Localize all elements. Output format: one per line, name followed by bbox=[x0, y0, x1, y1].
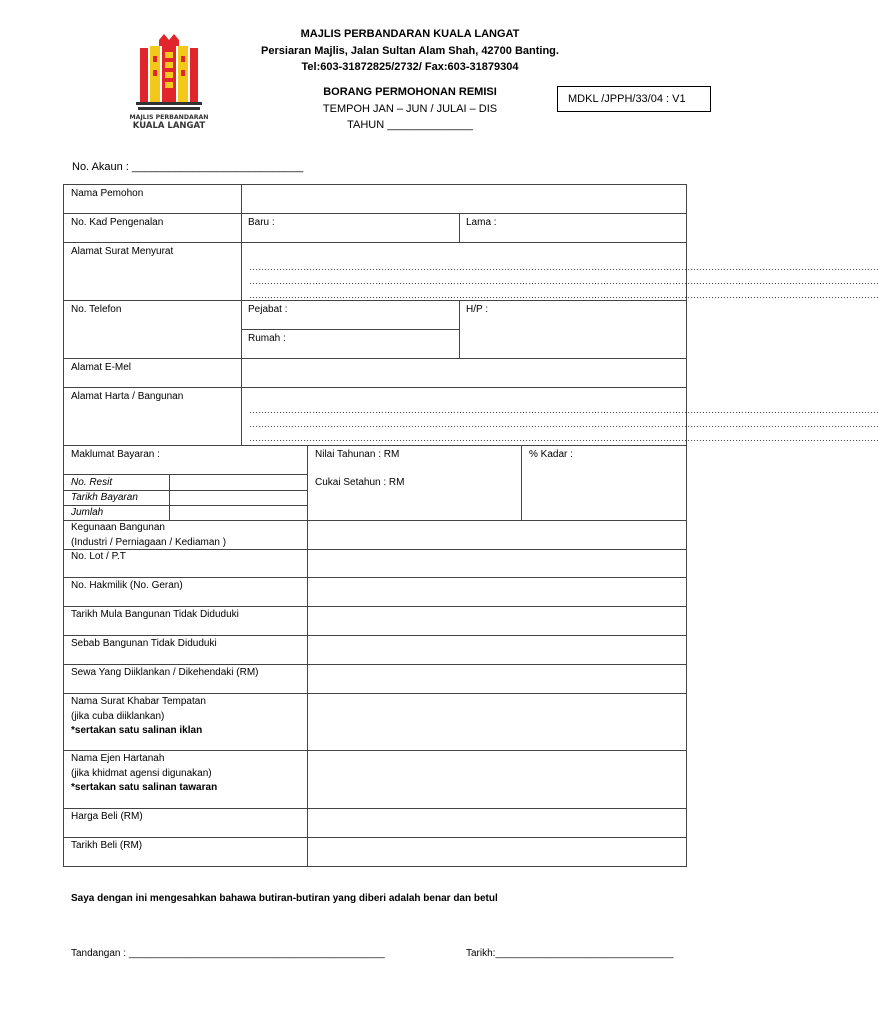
telefon-label: No. Telefon bbox=[71, 304, 122, 315]
nilai-tahunan-label: Nilai Tahunan : RM bbox=[315, 449, 400, 460]
tarikh-bayaran-input[interactable] bbox=[169, 490, 308, 506]
ejen-attach-note: *sertakan satu salinan tawaran bbox=[71, 782, 218, 793]
ejen-input[interactable] bbox=[307, 750, 687, 809]
sewa-input[interactable] bbox=[307, 664, 687, 694]
form-code: MDKL /JPPH/33/04 : V1 bbox=[568, 93, 686, 105]
form-title: BORANG PERMOHONAN REMISI bbox=[323, 86, 497, 98]
org-name: MAJLIS PERBANDARAN KUALA LANGAT bbox=[300, 28, 520, 40]
nama-pemohon-input[interactable] bbox=[241, 184, 687, 214]
kegunaan-label: Kegunaan Bangunan bbox=[71, 522, 165, 533]
harga-beli-label: Harga Beli (RM) bbox=[71, 811, 143, 822]
surat-khabar-note: (jika cuba diiklankan) bbox=[71, 711, 165, 722]
sebab-label: Sebab Bangunan Tidak Diduduki bbox=[71, 638, 217, 649]
emel-input[interactable] bbox=[241, 358, 687, 388]
surat-khabar-attach-note: *sertakan satu salinan iklan bbox=[71, 725, 203, 736]
harga-beli-input[interactable] bbox=[307, 808, 687, 838]
no-resit-label: No. Resit bbox=[71, 477, 113, 488]
ejen-note: (jika khidmat agensi digunakan) bbox=[71, 768, 212, 779]
sebab-input[interactable] bbox=[307, 635, 687, 665]
lama-label: Lama : bbox=[466, 217, 497, 228]
alamat-surat-label: Alamat Surat Menyurat bbox=[71, 246, 174, 257]
account-number-field[interactable]: No. Akaun : ____________________________ bbox=[72, 161, 304, 173]
declaration-text: Saya dengan ini mengesahkan bahawa butiran-butiran yang diberi adalah benar dan betul bbox=[71, 893, 498, 904]
nama-pemohon-label: Nama Pemohon bbox=[71, 188, 144, 199]
alamat-harta-line-2: ………………………………………………………………………………………………………………………………………………………………………………………… bbox=[249, 419, 879, 429]
alamat-surat-line-1: ………………………………………………………………………………………………………………………………………………………………………………………… bbox=[249, 262, 879, 272]
tarikh-beli-label: Tarikh Beli (RM) bbox=[71, 840, 143, 851]
surat-khabar-label: Nama Surat Khabar Tempatan bbox=[71, 696, 206, 707]
svg-text:MAJLIS PERBANDARAN: MAJLIS PERBANDARAN bbox=[129, 114, 209, 121]
hp-label: H/P : bbox=[466, 304, 489, 315]
kadar-label: % Kadar : bbox=[529, 449, 573, 460]
alamat-surat-line-3: ………………………………………………………………………………………………………………………………………………………………………………………… bbox=[249, 290, 879, 300]
form-year: TAHUN ______________ bbox=[347, 119, 473, 131]
pejabat-label: Pejabat : bbox=[248, 304, 288, 315]
org-contact: Tel:603-31872825/2732/ Fax:603-31879304 bbox=[301, 61, 519, 73]
cukai-setahun-label: Cukai Setahun : RM bbox=[315, 477, 405, 488]
jumlah-input[interactable] bbox=[169, 505, 308, 521]
kegunaan-input[interactable] bbox=[307, 520, 687, 550]
form-period: TEMPOH JAN – JUN / JULAI – DIS bbox=[322, 103, 498, 115]
signature-field[interactable]: Tandangan : ______________________________________________ bbox=[71, 948, 385, 959]
alamat-surat-line-2: ………………………………………………………………………………………………………………………………………………………………………………………… bbox=[249, 276, 879, 286]
tarikh-mula-label: Tarikh Mula Bangunan Tidak Diduduki bbox=[71, 609, 239, 620]
org-address: Persiaran Majlis, Jalan Sultan Alam Shah, 42700 Banting. bbox=[261, 45, 559, 57]
no-resit-input[interactable] bbox=[169, 474, 308, 491]
kegunaan-note: (Industri / Perniagaan / Kediaman ) bbox=[71, 537, 227, 548]
baru-label: Baru : bbox=[248, 217, 275, 228]
ejen-label: Nama Ejen Hartanah bbox=[71, 753, 165, 764]
jumlah-label: Jumlah bbox=[71, 507, 104, 518]
no-lot-input[interactable] bbox=[307, 549, 687, 578]
tarikh-bayaran-label: Tarikh Bayaran bbox=[71, 492, 138, 503]
rumah-label: Rumah : bbox=[248, 333, 286, 344]
svg-text:KUALA LANGAT: KUALA LANGAT bbox=[132, 121, 206, 131]
alamat-harta-line-3: ………………………………………………………………………………………………………………………………………………………………………………………… bbox=[249, 433, 879, 443]
tarikh-beli-input[interactable] bbox=[307, 837, 687, 867]
alamat-harta-line-1: ………………………………………………………………………………………………………………………………………………………………………………………… bbox=[249, 405, 879, 415]
tarikh-mula-input[interactable] bbox=[307, 606, 687, 636]
hakmilik-input[interactable] bbox=[307, 577, 687, 607]
maklumat-bayaran-label: Maklumat Bayaran : bbox=[71, 449, 160, 460]
hakmilik-label: No. Hakmilik (No. Geran) bbox=[71, 580, 183, 591]
no-kp-label: No. Kad Pengenalan bbox=[71, 217, 164, 228]
date-field[interactable]: Tarikh:________________________________ bbox=[466, 948, 674, 959]
alamat-harta-label: Alamat Harta / Bangunan bbox=[71, 391, 184, 402]
hp-input[interactable] bbox=[459, 300, 687, 359]
emel-label: Alamat E-Mel bbox=[71, 362, 132, 373]
no-lot-label: No. Lot / P.T bbox=[71, 551, 126, 562]
surat-khabar-input[interactable] bbox=[307, 693, 687, 751]
sewa-label: Sewa Yang Diiklankan / Dikehendaki (RM) bbox=[71, 667, 259, 678]
